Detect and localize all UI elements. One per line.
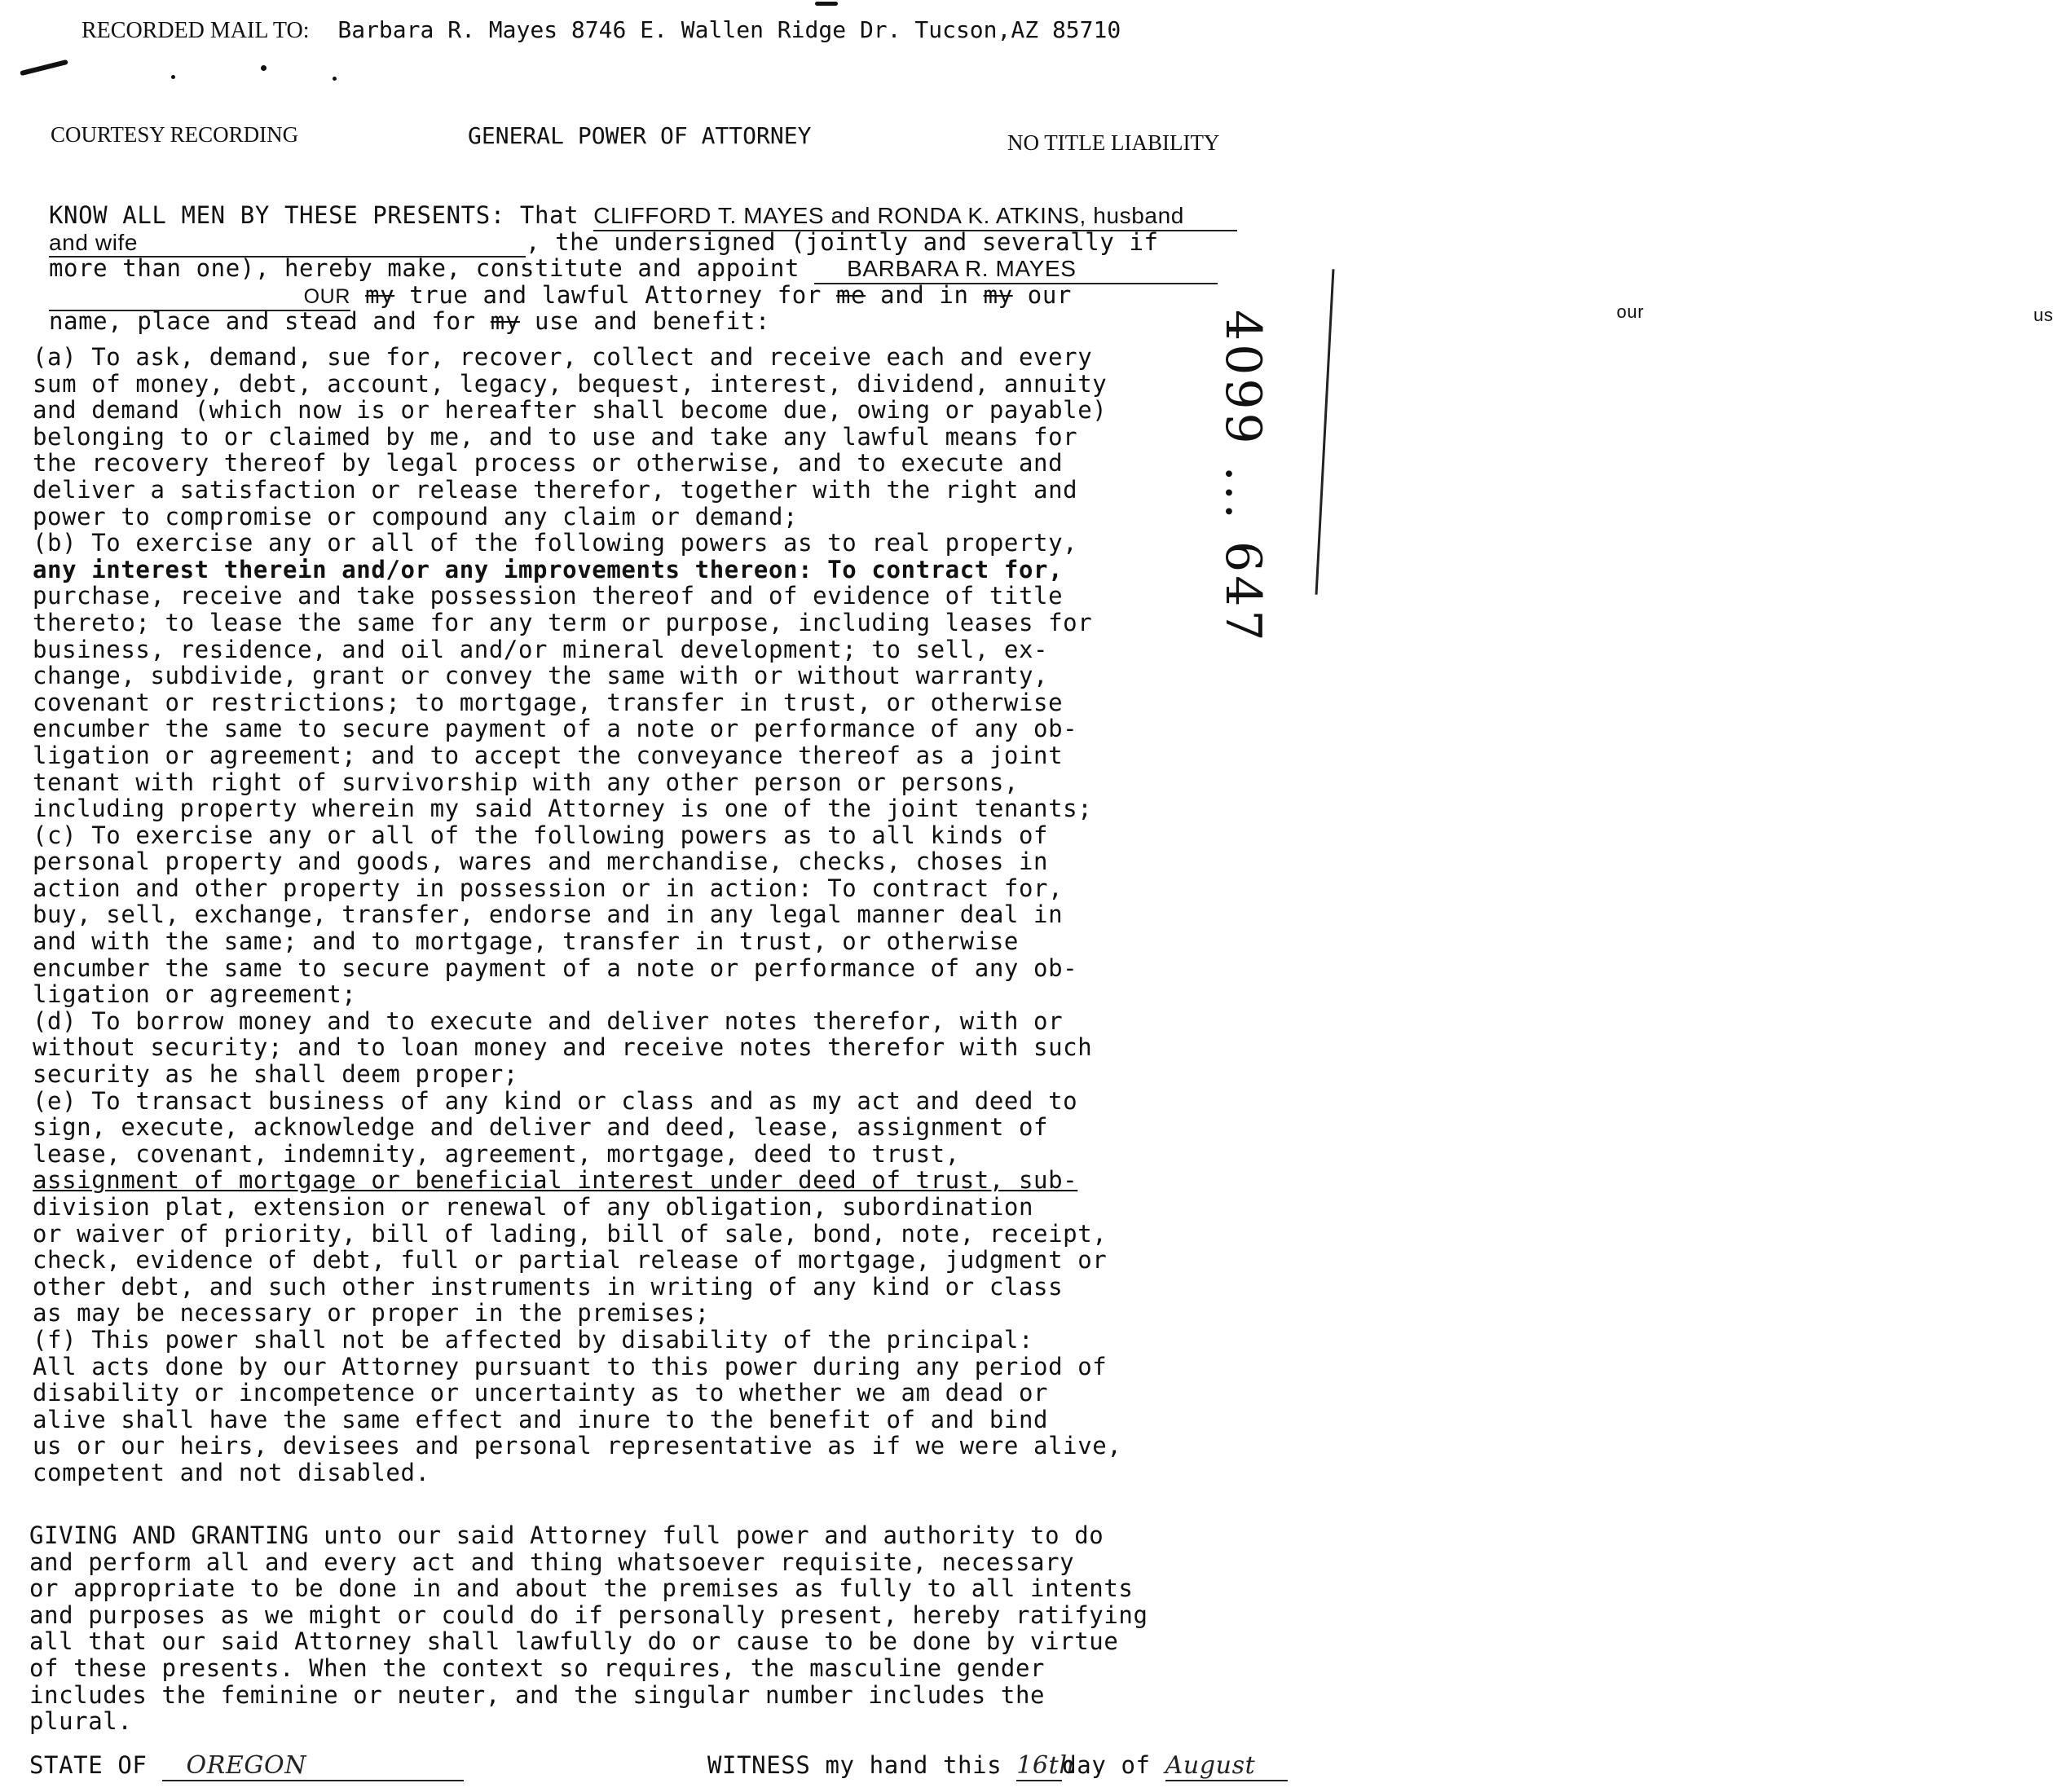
body-text-line: assignment of mortgage or beneficial interest under deed of trust, sub- <box>33 1166 1078 1195</box>
body-text-line: other debt, and such other instruments in writing of any kind or class <box>33 1272 1064 1301</box>
our-insert: OUR <box>303 284 350 308</box>
body-text-line: any interest therein and/or any improvements thereon: To contract for, <box>33 555 1064 583</box>
body-text-line: including property wherein my said Attorney is one of the joint tenants; <box>33 795 1093 823</box>
intro-text: KNOW ALL MEN BY THESE PRESENTS: That <box>49 201 594 229</box>
body-text-line: power to compromise or compound any claim or demand; <box>33 502 799 531</box>
giving-text-line: and perform all and every act and thing whatsoever requisite, necessary <box>29 1548 1075 1576</box>
state-of-line <box>29 1752 464 1781</box>
body-text-line: ligation or agreement; and to accept the conveyance thereof as a joint <box>33 741 1064 769</box>
us-insert: us <box>2033 304 2053 325</box>
recorded-mail-label: RECORDED MAIL TO: <box>82 18 310 43</box>
body-text-line: (f) This power shall not be affected by disability of the principal: <box>33 1325 1034 1354</box>
body-text-line: or waiver of priority, bill of lading, bill of sale, bond, note, receipt, <box>33 1219 1108 1248</box>
body-text-line: us or our heirs, devisees and personal representative as if we were alive, <box>33 1432 1122 1460</box>
witness-line <box>707 1752 1288 1781</box>
witness-text: WITNESS my hand this <box>707 1751 1017 1779</box>
body-text-line: check, evidence of debt, full or partial release of mortgage, judgment or <box>33 1246 1108 1275</box>
body-text-line: (e) To transact business of any kind or class and as my act and deed to <box>33 1086 1078 1115</box>
giving-text-line: of these presents. When the context so requires, the masculine gender <box>29 1653 1046 1682</box>
body-text-line: covenant or restrictions; to mortgage, transfer in trust, or otherwise <box>33 688 1064 716</box>
giving-text-line: plural. <box>29 1707 133 1736</box>
body-text-line: All acts done by our Attorney pursuant to this power during any period of <box>33 1352 1108 1380</box>
giving-text-line: and purposes as we might or could do if personally present, hereby ratifying <box>29 1600 1148 1629</box>
no-title-liability-label: NO TITLE LIABILITY <box>1007 130 1220 155</box>
body-text-line: encumber the same to secure payment of a note or performance of any ob- <box>33 953 1078 982</box>
our-insert: our <box>1012 280 1072 309</box>
body-text-line: encumber the same to secure payment of a note or performance of any ob- <box>33 715 1078 743</box>
body-text-line: the recovery thereof by legal process or otherwise, and to execute and <box>33 449 1064 478</box>
body-text-line: tenant with right of survivorship with any other person or persons, <box>33 768 1019 796</box>
body-text-line: thereto; to lease the same for any term or purpose, including leases for <box>33 608 1093 636</box>
body-text-line: (c) To exercise any or all of the following powers as to all kinds of <box>33 821 1049 849</box>
intro-text: use and benefit: <box>519 307 770 336</box>
giving-text-line: all that our said Attorney shall lawfully do or cause to be done by virtue <box>29 1627 1119 1656</box>
body-text-line: (b) To exercise any or all of the following powers as to real property, <box>33 529 1078 557</box>
body-text-line: as may be necessary or proper in the premises; <box>33 1299 710 1327</box>
body-text-line: without security; and to loan money and receive notes therefor with such <box>33 1033 1093 1062</box>
body-text-line: disability or incompetence or uncertainty as to whether we am dead or <box>33 1379 1049 1407</box>
struck-my: my <box>365 280 395 309</box>
recorded-mail-to <box>82 16 1121 44</box>
struck-my: my <box>983 280 1013 309</box>
struck-my: my <box>490 307 520 336</box>
attorney-name-field: BARBARA R. MAYES <box>814 256 1218 284</box>
ink-mark <box>171 75 175 79</box>
witness-month: August <box>1165 1753 1288 1781</box>
struck-me: me <box>835 280 866 309</box>
body-text-line: lease, covenant, indemnity, agreement, mortgage, deed to trust, <box>33 1139 960 1168</box>
giving-granting-paragraph <box>29 1522 1148 1735</box>
body-text-line: buy, sell, exchange, transfer, endorse and in any legal manner deal in <box>33 900 1064 929</box>
body-text-line: and demand (which now is or hereafter shall become due, owing or payable) <box>33 396 1108 425</box>
witness-text: day of <box>1062 1751 1165 1779</box>
body-text-line: personal property and goods, wares and merchandise, checks, choses in <box>33 848 1049 876</box>
body-text-line: action and other property in possession or in action: To contract for, <box>33 874 1064 902</box>
body-text-line: purchase, receive and take possession thereof and of evidence of title <box>33 582 1064 610</box>
giving-text-line: or appropriate to be done in and about the premises as fully to all intents <box>29 1574 1134 1603</box>
margin-rule <box>1315 269 1335 595</box>
body-text-line: sum of money, debt, account, legacy, bequest, interest, dividend, annuity <box>33 369 1108 398</box>
courtesy-recording-label: COURTESY RECORDING <box>51 122 299 147</box>
giving-text-line: includes the feminine or neuter, and the singular number includes the <box>29 1680 1046 1709</box>
witness-day: 16th <box>1016 1751 1076 1780</box>
body-text-line: belonging to or claimed by me, and to use and take any lawful means for <box>33 422 1078 451</box>
recorded-mail-address: Barbara R. Mayes 8746 E. Wallen Ridge Dr. Tucson,AZ 85710 <box>337 16 1121 43</box>
ink-mark <box>261 65 267 71</box>
intro-text: name, place and stead and for <box>49 307 491 336</box>
body-text-line: business, residence, and oil and/or mineral development; to sell, ex- <box>33 635 1049 663</box>
body-text-line: (a) To ask, demand, sue for, recover, collect and receive each and every <box>33 343 1093 371</box>
intro-paragraph <box>49 201 2053 336</box>
body-text-line: security as he shall deem proper; <box>33 1060 518 1089</box>
body-text-line: (d) To borrow money and to execute and deliver notes therefor, with or <box>33 1006 1064 1035</box>
our-handwritten-insert: our <box>1616 301 1645 322</box>
intro-text: , the undersigned (jointly and severally if <box>526 227 1159 256</box>
document-title: GENERAL POWER OF ATTORNEY <box>468 122 812 149</box>
body-text-line: competent and not disabled. <box>33 1458 430 1486</box>
ink-mark <box>20 59 68 76</box>
intro-text: true and lawful Attorney for <box>394 280 836 309</box>
powers-body <box>33 344 1121 1486</box>
body-text-line: sign, execute, acknowledge and deliver and deed, lease, assignment of <box>33 1113 1049 1142</box>
body-text-line: change, subdivide, grant or convey the same with or without warranty, <box>33 662 1049 690</box>
intro-text: more than one), hereby make, constitute and appoint <box>49 254 815 283</box>
intro-text: and in <box>866 280 984 309</box>
ink-mark <box>333 77 337 81</box>
principals-field-cont: and wife <box>49 230 526 258</box>
body-text-line: division plat, extension or renewal of any obligation, subordination <box>33 1193 1034 1221</box>
margin-recording-number: 4099 ... 647 <box>1214 310 1271 645</box>
body-text-line: ligation or agreement; <box>33 980 357 1009</box>
body-text-line: and with the same; and to mortgage, transfer in trust, or otherwise <box>33 927 1019 956</box>
ink-mark <box>815 2 838 6</box>
state-label: STATE OF <box>29 1751 148 1779</box>
principals-field: CLIFFORD T. MAYES and RONDA K. ATKINS, husband <box>593 203 1237 231</box>
body-text-line: deliver a satisfaction or release therefor, together with the right and <box>33 475 1078 504</box>
giving-text-line: GIVING AND GRANTING unto our said Attorney full power and authority to do <box>29 1521 1104 1549</box>
state-handwritten-value: OREGON <box>162 1753 464 1781</box>
body-text-line: alive shall have the same effect and inure to the benefit of and bind <box>33 1405 1049 1433</box>
